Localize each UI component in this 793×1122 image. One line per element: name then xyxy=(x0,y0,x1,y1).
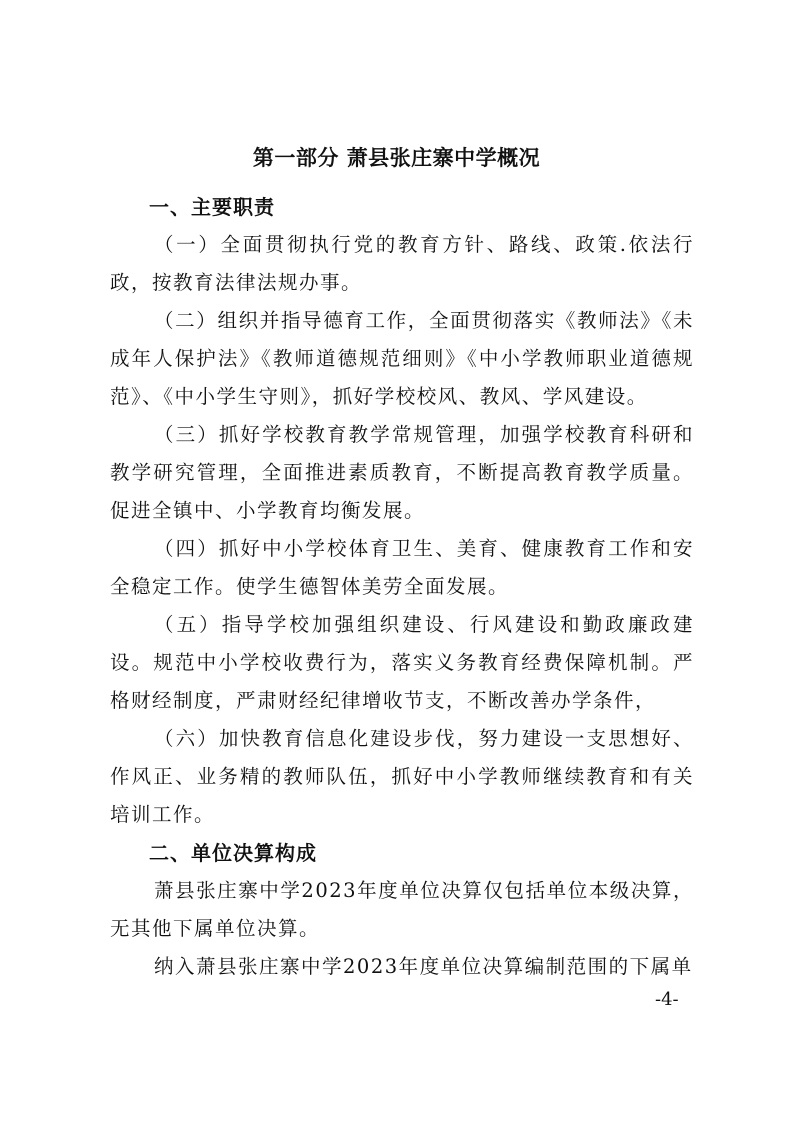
duty-paragraph-2: （二）组织并指导德育工作，全面贯彻落实《教师法》《未成年人保护法》《教师道德规范细则》《中小学教师职业道德规范》、《中小学生守则》，抓好学校校风、教风、学风建设。 xyxy=(110,309,694,408)
duty-paragraph-3: （三）抓好学校教育教学常规管理，加强学校教育科研和教学研究管理，全面推进素质教育，不断提高教育教学质量。促进全镇中、小学教育均衡发展。 xyxy=(110,423,694,522)
duty-paragraph-1: （一）全面贯彻执行党的教育方针、路线、政策.依法行政，按教育法律法规办事。 xyxy=(110,233,694,294)
page-title: 第一部分 萧县张庄寨中学概况 xyxy=(252,146,541,170)
page-number: -4- xyxy=(655,989,679,1010)
duty-paragraph-6: （六）加快教育信息化建设步伐，努力建设一支思想好、作风正、业务精的教师队伍，抓好中小学教师继续教育和有关培训工作。 xyxy=(110,727,694,826)
section-heading-unit-composition: 二、单位决算构成 xyxy=(149,841,317,865)
duty-paragraph-4: （四）抓好中小学校体育卫生、美育、健康教育工作和安全稳定工作。使学生德智体美劳全面发展。 xyxy=(110,537,694,598)
duty-paragraph-5: （五）指导学校加强组织建设、行风建设和勤政廉政建设。规范中小学校收费行为，落实义务教育经费保障机制。严格财经制度，严肃财经纪律增收节支，不断改善办学条件， xyxy=(110,613,694,712)
document-body xyxy=(110,188,694,986)
composition-paragraph-2: 纳入萧县张庄寨中学2023年度单位决算编制范围的下属单 xyxy=(154,955,693,978)
composition-paragraph-1: 萧县张庄寨中学2023年度单位决算仅包括单位本级决算，无其他下属单位决算。 xyxy=(110,879,694,940)
section-heading-main-duties: 一、主要职责 xyxy=(149,195,275,219)
